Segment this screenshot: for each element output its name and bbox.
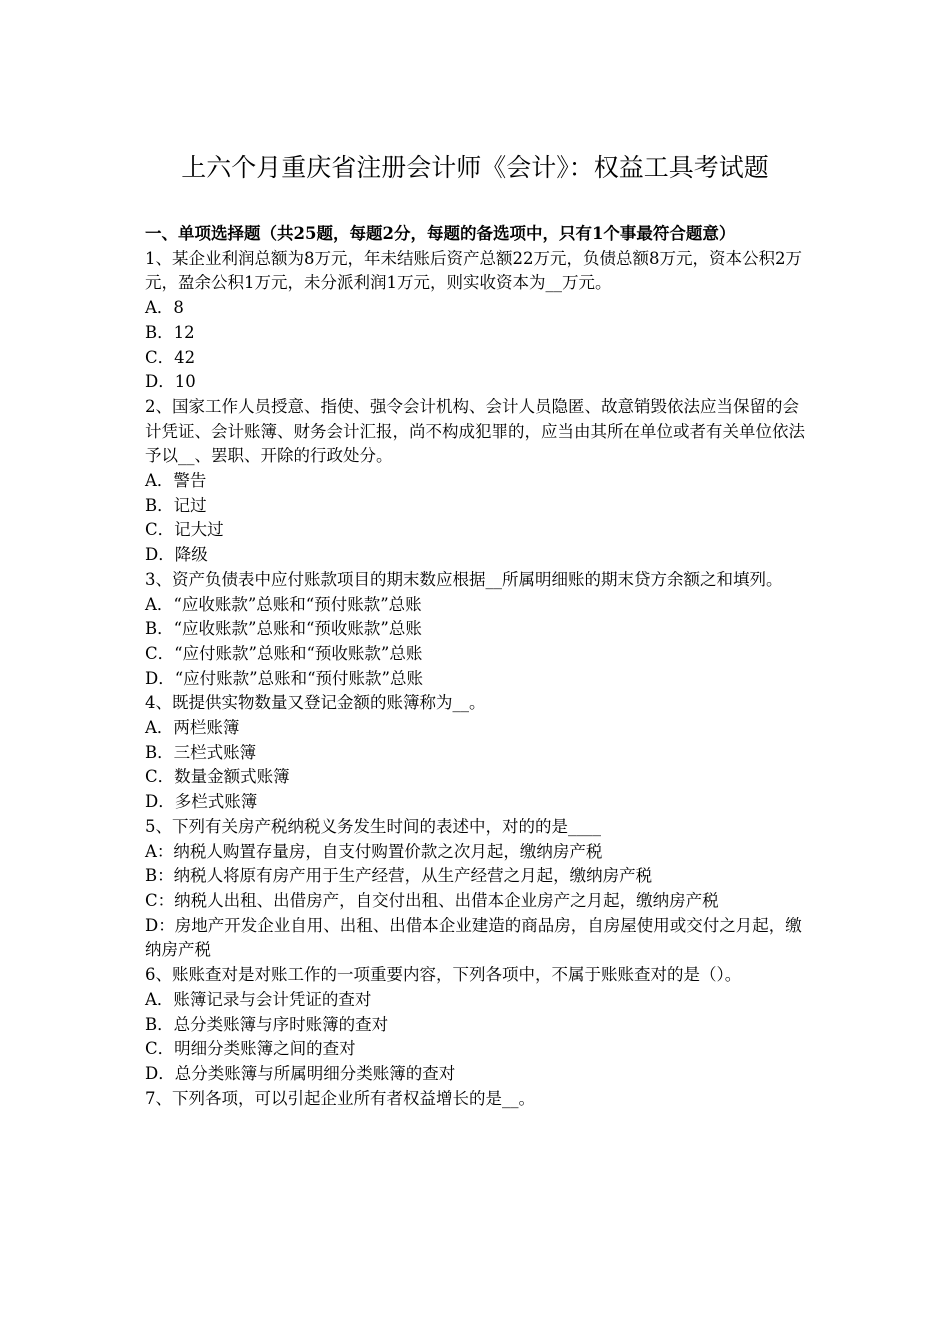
answer-option: D．降级 xyxy=(145,545,208,565)
answer-option: B．总分类账簿与序时账簿的查对 xyxy=(145,1014,389,1034)
answer-option: C．42 xyxy=(145,347,196,367)
answer-option: C．记大过 xyxy=(145,520,224,540)
answer-option: C．“应付账款”总账和“预收账款”总账 xyxy=(145,643,423,663)
answer-option: A．警告 xyxy=(145,471,207,491)
answer-option: D：房地产开发企业自用、出租、出借本企业建造的商品房，自房屋使用或交付之月起，缴纳房产税 xyxy=(145,915,802,960)
answer-option: B．12 xyxy=(145,322,195,342)
answer-option: D．“应付账款”总账和“预付账款”总账 xyxy=(145,668,423,688)
question-stem: 4、既提供实物数量又登记金额的账簿称为__。 xyxy=(145,693,486,713)
question-stem: 2、国家工作人员授意、指使、强令会计机构、会计人员隐匿、故意销毁依法应当保留的会计凭证、会计账簿、财务会计汇报，尚不构成犯罪的，应当由其所在单位或者有关单位依法予以__、罢职、开除的行政处分。 xyxy=(145,396,805,466)
answer-option: A．账簿记录与会计凭证的查对 xyxy=(145,989,372,1009)
answer-option: B．“应收账款”总账和“预收账款”总账 xyxy=(145,619,422,639)
answer-option: B：纳税人将原有房产用于生产经营，从生产经营之月起，缴纳房产税 xyxy=(145,866,653,886)
answer-option: C．数量金额式账簿 xyxy=(145,767,290,787)
question-7 xyxy=(145,1087,815,1112)
question-6 xyxy=(145,963,815,1087)
answer-option: B．记过 xyxy=(145,495,207,515)
section-heading: 一、单项选择题（共25题，每题2分，每题的备选项中，只有1个事最符合题意） xyxy=(145,224,736,243)
question-stem: 1、某企业利润总额为8万元，年未结账后资产总额22万元，负债总额8万元，资本公积2万元，盈余公积1万元，未分派利润1万元，则实收资本为__万元。 xyxy=(145,248,802,293)
answer-option: A．两栏账簿 xyxy=(145,718,240,738)
question-2 xyxy=(145,395,815,568)
answer-option: A．8 xyxy=(145,298,184,318)
question-1 xyxy=(145,247,815,395)
answer-option: C．明细分类账簿之间的查对 xyxy=(145,1039,356,1059)
question-stem: 7、下列各项，可以引起企业所有者权益增长的是__。 xyxy=(145,1088,535,1108)
answer-option: A：纳税人购置存量房，自支付购置价款之次月起，缴纳房产税 xyxy=(145,841,603,861)
answer-option: A．“应收账款”总账和“预付账款”总账 xyxy=(145,594,422,614)
question-stem: 6、账账查对是对账工作的一项重要内容，下列各项中，不属于账账查对的是（）。 xyxy=(145,965,742,985)
document-body xyxy=(145,222,815,1111)
answer-option: C：纳税人出租、出借房产，自交付出租、出借本企业房产之月起，缴纳房产税 xyxy=(145,890,719,910)
question-stem: 3、资产负债表中应付账款项目的期末数应根据__所属明细账的期末贷方余额之和填列。 xyxy=(145,569,783,589)
document-title: 上六个月重庆省注册会计师《会计》：权益工具考试题 xyxy=(181,153,769,182)
question-3 xyxy=(145,568,815,692)
answer-option: D．总分类账簿与所属明细分类账簿的查对 xyxy=(145,1063,456,1083)
question-5 xyxy=(145,815,815,963)
answer-option: B．三栏式账簿 xyxy=(145,742,257,762)
question-4 xyxy=(145,691,815,815)
question-stem: 5、下列有关房产税纳税义务发生时间的表述中，对的的是____ xyxy=(145,816,601,836)
answer-option: D．多栏式账簿 xyxy=(145,792,258,812)
answer-option: D．10 xyxy=(145,372,196,392)
